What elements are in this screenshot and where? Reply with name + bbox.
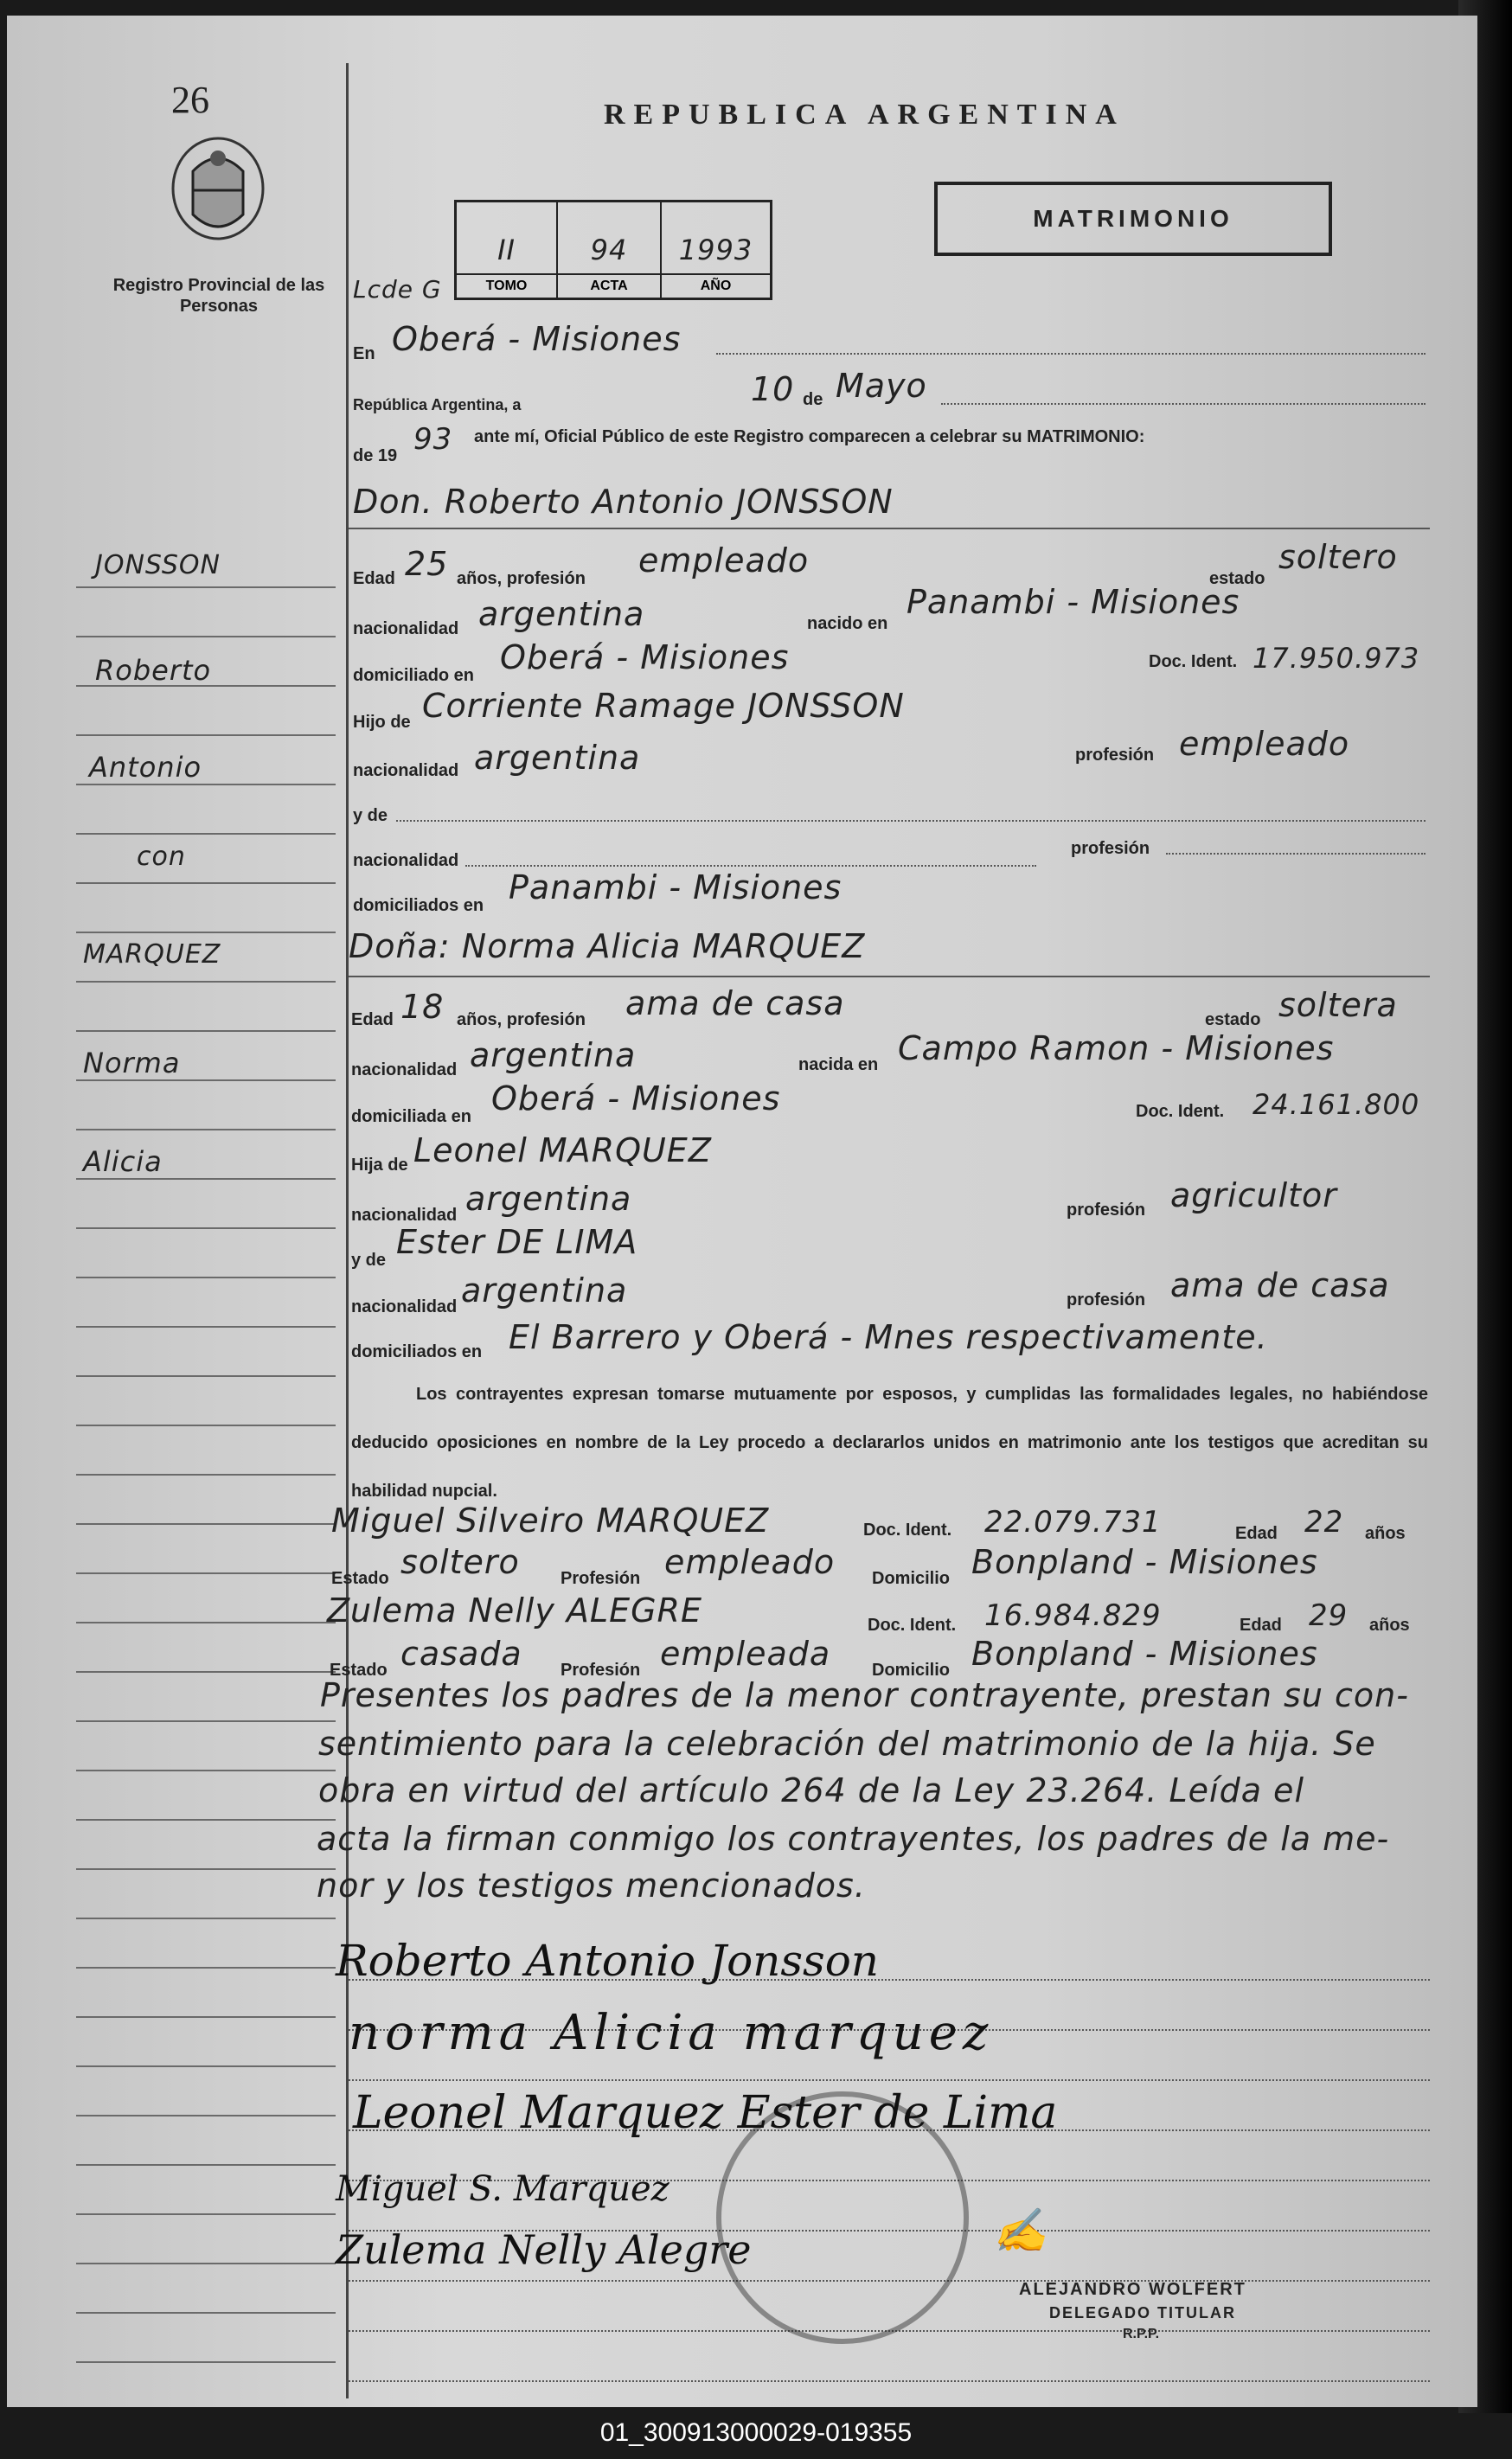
label-hijo-de: Hijo de — [353, 713, 411, 732]
bride-madre-nacionalidad: argentina — [461, 1271, 628, 1310]
margin-rule-line — [76, 1720, 336, 1722]
margin-rule-line — [76, 2263, 336, 2264]
label-domiciliados-b: domiciliados en — [351, 1342, 483, 1361]
bride-nacionalidad: argentina — [470, 1036, 637, 1074]
signature-witness2: Zulema Nelly Alegre — [336, 2226, 752, 2273]
margin-rule-line — [76, 1967, 336, 1969]
margin-rule-line — [76, 1918, 336, 1919]
margin-rule-line — [76, 1277, 336, 1278]
label-nacionalidad-2: nacionalidad — [353, 761, 459, 780]
acta-label: ACTA — [558, 273, 660, 298]
bride-padre-nacionalidad: argentina — [465, 1180, 632, 1218]
margin-rule-line — [76, 586, 336, 588]
label-estado-w2: Estado — [330, 1661, 388, 1680]
margin-rule-line — [76, 932, 336, 933]
bride-padre: Leonel MARQUEZ — [413, 1131, 712, 1169]
witness2-name: Zulema Nelly ALEGRE — [327, 1591, 702, 1630]
value-dia: 10 — [751, 370, 795, 408]
groom-name: Don. Roberto Antonio JONSSON — [353, 483, 894, 521]
label-estado-w1: Estado — [331, 1569, 389, 1588]
margin-rule-line — [76, 784, 336, 785]
witness1-name: Miguel Silveiro MARQUEZ — [331, 1502, 770, 1540]
label-nacionalidad-b2: nacionalidad — [351, 1206, 458, 1225]
bride-domiciliados: El Barrero y Oberá - Mnes respectivamente. — [509, 1318, 1268, 1356]
label-profesion-w1: Profesión — [561, 1569, 641, 1588]
margin-rule-line — [76, 981, 336, 983]
value-anio: 93 — [413, 422, 453, 457]
label-doc-w1: Doc. Ident. — [863, 1521, 952, 1540]
register-page — [7, 16, 1477, 2407]
official-name: ALEJANDRO WOLFERT — [1019, 2280, 1246, 2299]
official-title: DELEGADO TITULAR — [1049, 2304, 1236, 2321]
label-republica: República Argentina, a — [353, 396, 522, 413]
margin-rule-line — [76, 1079, 336, 1081]
label-doc-b: Doc. Ident. — [1136, 1102, 1225, 1121]
witness2-edad: 29 — [1309, 1598, 1349, 1633]
bride-domicilio: Oberá - Misiones — [491, 1079, 781, 1117]
declaration-text: Los contrayentes expresan tomarse mutuamente por esposos, y cumplidas las formalidades legales, no habiéndose deducido oposiciones en nombre de la Ley procedo a declararlos unidos en matrimonio ante los testigos que acreditan su habilidad nupcial. — [351, 1385, 1428, 1501]
label-doc-w2: Doc. Ident. — [868, 1616, 957, 1635]
witness1-estado: soltero — [400, 1543, 520, 1581]
margin-note-surname: JONSSON — [95, 550, 221, 580]
margin-note-name2: Antonio — [89, 751, 202, 784]
label-nacionalidad-3: nacionalidad — [353, 851, 459, 870]
signature-rule-line — [349, 2079, 1430, 2081]
margin-rule-line — [76, 2115, 336, 2116]
margin-note-bride-surname: MARQUEZ — [83, 939, 221, 970]
groom-profesion: empleado — [638, 541, 810, 580]
label-edad: Edad — [353, 569, 395, 588]
witness2-doc: 16.984.829 — [984, 1598, 1162, 1633]
bride-profesion: ama de casa — [625, 984, 845, 1022]
label-anos-w1: años — [1365, 1524, 1406, 1543]
margin-rule-line — [76, 734, 336, 736]
margin-rule-line — [76, 1425, 336, 1426]
label-y-de: y de — [353, 806, 388, 825]
label-nacionalidad: nacionalidad — [353, 619, 459, 638]
margin-note-con: con — [137, 842, 186, 872]
official-sub: R.P.P. — [1123, 2327, 1160, 2341]
label-domiciliado: domiciliado en — [353, 666, 475, 685]
witness1-doc: 22.079.731 — [984, 1505, 1162, 1540]
witness1-domicilio: Bonpland - Misiones — [971, 1543, 1318, 1581]
margin-rule-line — [76, 1326, 336, 1328]
value-mes: Mayo — [836, 367, 927, 405]
note-line-5: nor y los testigos mencionados. — [317, 1867, 866, 1905]
bride-edad: 18 — [400, 988, 445, 1026]
margin-rule-line — [76, 2065, 336, 2067]
label-edad-b: Edad — [351, 1010, 394, 1029]
bride-estado: soltera — [1278, 986, 1398, 1024]
registry-name: Registro Provincial de las Personas — [112, 276, 325, 316]
label-domiciliados: domiciliados en — [353, 896, 484, 915]
label-ante-mi: ante mí, Oficial Público de este Registro comparecen a celebrar su MATRIMONIO: — [474, 427, 1145, 446]
groom-edad: 25 — [405, 545, 449, 583]
note-line-3: obra en virtud del artículo 264 de la Ley 23.264. Leída el — [318, 1771, 1304, 1809]
witness1-edad: 22 — [1304, 1505, 1344, 1540]
label-edad-w2: Edad — [1240, 1616, 1282, 1635]
label-doc: Doc. Ident. — [1149, 652, 1238, 671]
margin-rule-line — [76, 1375, 336, 1377]
groom-padre-nacionalidad: argentina — [474, 739, 641, 777]
margin-rule-line — [76, 1227, 336, 1229]
note-line-4: acta la firman conmigo los contrayentes, los padres de la me- — [317, 1820, 1390, 1858]
groom-nacido-en: Panambi - Misiones — [907, 583, 1240, 621]
label-nacida-en: nacida en — [798, 1055, 879, 1074]
margin-rule-line — [76, 636, 336, 637]
label-domicilio-w1: Domicilio — [872, 1569, 951, 1588]
document-type-box: MATRIMONIO — [934, 182, 1332, 256]
label-anos-profesion-b: años, profesión — [457, 1010, 586, 1029]
bride-nacida-en: Campo Ramon - Misiones — [898, 1029, 1335, 1067]
groom-estado: soltero — [1278, 538, 1398, 576]
label-edad-w1: Edad — [1235, 1524, 1278, 1543]
groom-padre-profesion: empleado — [1179, 725, 1350, 763]
tomo-label: TOMO — [457, 273, 556, 298]
groom-domicilio: Oberá - Misiones — [500, 638, 790, 676]
label-en: En — [353, 344, 375, 363]
label-domicilio-w2: Domicilio — [872, 1661, 951, 1680]
margin-note-name1: Roberto — [95, 654, 212, 687]
margin-rule-line — [76, 2164, 336, 2166]
signature-rule-line — [349, 2380, 1430, 2382]
anio-label: AÑO — [662, 273, 770, 298]
margin-rule-line — [76, 1572, 336, 1574]
margin-rule-line — [76, 1523, 336, 1525]
margin-rule-line — [76, 1474, 336, 1476]
bride-madre: Ester DE LIMA — [396, 1223, 638, 1261]
margin-rule-line — [76, 1178, 336, 1180]
label-nacionalidad-b3: nacionalidad — [351, 1297, 458, 1316]
book-code: Lcde G — [353, 275, 442, 304]
country-header: REPUBLICA ARGENTINA — [604, 99, 1125, 131]
margin-rule-line — [76, 2213, 336, 2215]
margin-note-bride-name2: Alicia — [83, 1145, 163, 1178]
witness2-domicilio: Bonpland - Misiones — [971, 1635, 1318, 1673]
signature-bride: norma Alicia marquez — [349, 2005, 994, 2061]
label-anos-profesion: años, profesión — [457, 569, 586, 588]
margin-note-bride-name1: Norma — [83, 1047, 181, 1079]
margin-rule-line — [76, 1622, 336, 1623]
witness2-estado: casada — [400, 1635, 522, 1673]
margin-rule-line — [76, 1671, 336, 1673]
note-line-2: sentimiento para la celebración del matrimonio de la hija. Se — [318, 1725, 1376, 1763]
bride-padre-profesion: agricultor — [1170, 1176, 1337, 1214]
acta-reference-table — [454, 200, 772, 300]
label-de19: de 19 — [353, 446, 398, 465]
groom-doc: 17.950.973 — [1253, 642, 1420, 675]
label-profesion-b2: profesión — [1067, 1290, 1146, 1310]
label-profesion: profesión — [1075, 746, 1155, 765]
page-number: 26 — [171, 79, 209, 121]
margin-rule-line — [76, 2312, 336, 2314]
margin-rule-line — [76, 1030, 336, 1032]
label-de: de — [803, 390, 823, 409]
groom-domiciliados: Panambi - Misiones — [509, 868, 842, 906]
margin-rule-line — [76, 2016, 336, 2018]
margin-rule-line — [76, 2361, 336, 2363]
label-estado-b: estado — [1205, 1010, 1261, 1029]
label-nacionalidad-b: nacionalidad — [351, 1060, 458, 1079]
label-estado: estado — [1209, 569, 1265, 588]
acta-value: 94 — [590, 234, 628, 266]
signature-groom: Roberto Antonio Jonsson — [336, 1936, 880, 1986]
note-line-1: Presentes los padres de la menor contrayente, prestan su con- — [320, 1676, 1409, 1714]
label-hija-de: Hija de — [351, 1156, 408, 1175]
label-domiciliada: domiciliada en — [351, 1107, 471, 1126]
signature-witness1: Miguel S. Marquez — [336, 2169, 670, 2209]
margin-rule-line — [76, 1819, 336, 1821]
bride-name: Doña: Norma Alicia MARQUEZ — [349, 927, 866, 965]
witness2-profesion: empleada — [660, 1635, 831, 1673]
label-nacido-en: nacido en — [807, 614, 888, 633]
tomo-value: II — [497, 234, 516, 266]
margin-rule-line — [76, 1770, 336, 1771]
groom-padre: Corriente Ramage JONSSON — [422, 687, 905, 725]
value-lugar: Oberá - Misiones — [392, 320, 682, 358]
label-y-de-b: y de — [351, 1251, 387, 1270]
margin-rule-line — [76, 882, 336, 884]
label-profesion-b: profesión — [1067, 1201, 1146, 1220]
anio-value: 1993 — [678, 234, 753, 266]
footer-identifier: 01_300913000029-019355 — [599, 2418, 913, 2447]
groom-nacionalidad: argentina — [478, 595, 645, 633]
margin-rule-line — [76, 833, 336, 835]
bride-doc: 24.161.800 — [1253, 1088, 1420, 1121]
margin-rule-line — [76, 1868, 336, 1870]
margin-rule-line — [76, 1129, 336, 1130]
signature-official: ✍ — [993, 2206, 1048, 2256]
label-profesion-w2: Profesión — [561, 1661, 641, 1680]
label-anos-w2: años — [1369, 1616, 1410, 1635]
label-profesion-2: profesión — [1071, 839, 1150, 858]
coat-of-arms-icon — [167, 137, 269, 247]
signature-bride-parents: Leonel Marquez Ester de Lima — [353, 2087, 1058, 2139]
witness1-profesion: empleado — [664, 1543, 836, 1581]
bride-madre-profesion: ama de casa — [1170, 1266, 1390, 1304]
